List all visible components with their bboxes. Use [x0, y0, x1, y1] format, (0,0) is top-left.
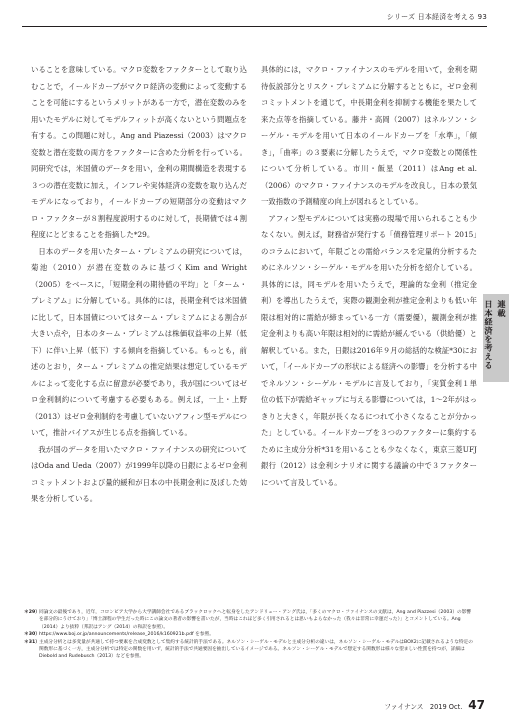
- footnotes: [24, 609, 475, 661]
- page-number: 47: [468, 698, 485, 712]
- running-header: シリーズ 日本経済を考える 93: [386, 13, 487, 21]
- paragraph: アフィン型モデルについては実務の現場で用いられることも少なくない。例えば，財務省が発行する「債務管理リポート 2015」のコラムにおいて，年限ごとの需給バランスを定量的分析するためにネルソン・シーゲル・モデルを用いた分析を紹介している。具体的には，同モデルを用いたうえで，理論的な金利（推定金利）を導出したうえで，実際の観測金利が推定金利よりも低い年限は相対的に需給が締まっている一方（需要優），観測金利が推定金利よりも高い年限は相対的に需給が緩んでいる（供給優）と解釈している。また，日銀は2016年９月の総括的な検証*30において，「イールドカーブの形状による経済への影響」を分析する中でネルソン・シーゲル・モデルに言及しており，「実質金利１単位の低下が需給ギャップに与える影響については，1〜2年がはっきりと大きく，年限が長くなるにつれて小さくなることが分かった」としている。イールドカーブを３つのファクターに集約するために主成分分析*31を用いることも少なくなく，東京三菱UFJ銀行（2012）は金利シナリオに関する議論の中で３ファクターについて言及している。: [261, 213, 477, 487]
- paragraph: いることを意味している。マクロ変数をファクターとして取り込むことで，イールドカーブがマクロ経済の変動によって変動することを可能にするというメリットがある一方で，潜在変数のみを用いたモデルに対してモデルフィットが高くないという問題点を有する。この問題に対し，Ang and Piazessi（2003）はマクロ変数と潜在変数の両方をファクターに含めた分析を行っている。同研究では，米国債のデータを用い，金利の期間構造を表現する３つの潜在変数に加え，インフレや実体経済の変数を取り込んだモデルになっており，イールドカーブの短期部分の変動はマクロ・ファクターが８割程度説明するのに対して，長期債では４割程度にとどまることを指摘した*29。: [31, 65, 247, 239]
- paragraph: 具体的には，マクロ・ファイナンスのモデルを用いて，金利を期待仮説部分とリスク・プレミアムに分解するとともに，ゼロ金利コミットメントを通じて，中長期金利を抑制する機能を果たして来た点等を指摘している。藤井・高岡（2007）はネルソン・シーゲル・モデルを用いて日本のイールドカーブを「水準」，「傾き」，「曲率」の３要素に分解したうえで，マクロ変数との関係性について分析している。市川・飯星（2011）はAng et al.（2006）のマクロ・ファイナンスのモデルを改良し，日本の景気一致指数の予測精度の向上が図れるとしている。: [261, 65, 477, 206]
- footnote-link[interactable]: https://www.boj.or.jp/announcements/release_2016/k160921b.pdf を参照。: [39, 632, 214, 638]
- left-column: [31, 62, 247, 508]
- journal-name: ファイナンス 2019 Oct.: [384, 703, 463, 711]
- footnote-number: ＊29）: [24, 610, 40, 615]
- page-footer: [384, 698, 485, 712]
- series-tab-label: 連載: [497, 300, 507, 318]
- header-rule: [22, 26, 487, 27]
- paragraph: 日本のデータを用いたターム・プレミアムの研究については，菊池（2010）が潜在変数のみに基づくKim and Wright（2005）をベースに，「短期金利の期待値の平均」と「ターム・プレミアム」に分解している。具体的には，長期金利では米国債に比して，日本国債についてはターム・プレミアムによる割合が大きい点や，日本のターム・プレミアムは株価収益率の上昇（低下）に伴い上昇（低下）する傾向を指摘している。もっとも，前述のとおり，ターム・プレミアムの推定結果は想定しているモデルによって変化する点に留意が必要であり，我が国についてはゼロ金利制約について考慮する必要もある。例えば，一上・上野（2013）はゼロ金利制約を考慮していないアフィン型モデルについて，推計バイアスが生じる点を指摘している。: [31, 246, 247, 437]
- footnote-text: 同論文の最後であり，近年，コロンビア大学から大学講師会社であるブラックロックへと転身をしたアンドリュー・アング氏は，「多くのマクロ・ファイナンスの文献は，Ang and Piazzesi（2003）の影響を部分的にうけており」「博士課程の学生だった時にこの論文の著者の影響を書いたが，当時はこれほど多く引用されるとは思いもよらなかった（我々は非常に幸運だった）」とコメントしている。Ang（2014）より抜粋（邦訳はアング（2014）の和訳を参照）。: [39, 610, 472, 630]
- footnote: [24, 639, 475, 661]
- paragraph: 我が国のデータを用いたマクロ・ファイナンスの研究についてはOda and Ueda（2007）が1999年以降の日銀によるゼロ金利コミットメントおよび量的緩和が日本の中長期金利に及ぼした効果を分析している。: [31, 444, 247, 503]
- footnote: [24, 631, 475, 638]
- footnote-text: 主成分分析とは多変量が共通して持つ要素を合成変数として集約する統計的手法である。ネルソン・シーゲル・モデルと主成分分析の違いは，ネルソン・シーゲル・モデルはBOX2に記載されるような特定の関数形に基づく一方，主成分分析では特定の関数を用いず，統計的手法で共通要因を抽出しているイメージである。ネルソン・シーゲル・モデルで想定する関数形は様々な望ましい性質を持つが，詳細はDiebold and Rudebusch（2013）などを参照。: [39, 639, 473, 660]
- series-side-tab: [483, 294, 509, 382]
- footnote: [24, 609, 475, 631]
- footnote-number: ＊30）: [24, 632, 40, 638]
- right-column: [261, 62, 477, 491]
- series-tab-title: 日本経済を考える: [484, 300, 494, 370]
- footnote-number: ＊31）: [24, 639, 40, 645]
